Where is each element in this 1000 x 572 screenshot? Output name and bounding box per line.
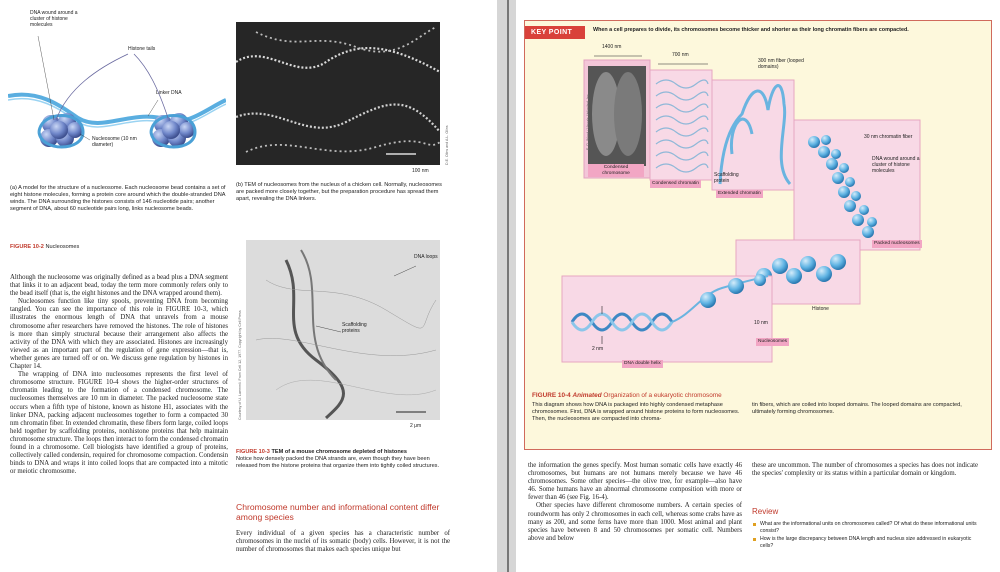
page-gutter [497,0,516,572]
figure-10-4-number: FIGURE 10-4 [532,392,571,399]
tem-credit: D.E. Olins and A.L. Olins [445,125,449,165]
animated-tag: Animated [572,392,602,399]
figure-10-3-number: FIGURE 10-3 [236,449,270,455]
review-heading: Review [752,507,779,516]
figure-10-2-title: Nucleosomes [45,244,80,250]
label-dna-wound: DNA wound around a cluster of histone molecules [30,10,78,28]
label-30nm-fiber: 30 nm chromatin fiber [864,134,913,140]
section-text: Every individual of a given species has a characteristic number of chromosomes in the nuclei of its somatic (body) cells. However, it is not the number of chromosomes that makes each species unique but [236,530,450,554]
body-paragraph: the information the genes specify. Most human somatic cells have exactly 46 chromosomes, but humans are not humans merely because we have 46 chromosomes. Some other species—the olive tree, for example—also have 46. Some humans have an abnormal chromosome composition with more or fewer than 46 (see Fig. 16-4). [528,462,742,502]
label-nucleosome: Nucleosome (10 nm diameter) [92,136,137,148]
label-condensed-chromosome: Condensed chromosome [588,164,644,177]
body-paragraph: Other species have different chromosome numbers. A certain species of roundworm has only 2 chromosomes in each cell, whereas some crabs have as many as 200, and some ferns have more than 1000. Most animal and plant species have between 8 and 50 chromosomes per somatic cell. Numbers above and below [528,502,742,542]
label-10nm: 10 nm [754,320,768,326]
figure-10-3-text: Notice how densely packed the DNA strands are, even though they have been released from the histone proteins that organize them into tightly coiled structures. [236,456,440,469]
section-heading: Chromosome number and informational content differ among species [236,502,440,522]
left-page [0,0,497,572]
label-dna-double-helix: DNA double helix [624,361,661,366]
figure-10-4-caption-col1: This diagram shows how DNA is packaged into highly condensed metaphase chromosomes. First, DNA is wrapped around histone proteins to form nucleosomes. Then, the nucleosomes are compacted into chroma- [532,402,740,422]
chromosome-tem-credit: Courtesy of U. Laemmli. From Cell 12, 1977. Copyright by Cell Press [238,310,242,420]
right-body-col1 [528,462,742,543]
key-point-tag: KEY POINT [525,26,585,39]
label-linker-dna: Linker DNA [156,90,182,96]
left-body-text [10,274,228,476]
review-list [752,521,978,549]
figure-10-4-name: Organization of a eukaryotic chromosome [603,392,722,399]
label-condensed-chromatin: Condensed chromatin [652,181,699,186]
tem-scale: 100 nm [412,168,429,174]
label-dna-wound: DNA wound around a cluster of histone molecules [872,156,920,174]
body-paragraph: Although the nucleosome was originally defined as a bead plus a DNA segment that links it to an adjacent bead, today the term more commonly refers only to the bead itself (that is, the eight histones and the DNA wrapped around them). [10,274,228,298]
label-histone: Histone [812,306,829,312]
label-nucleosomes: Nucleosomes [758,339,788,344]
figure-10-3-caption [236,449,450,470]
key-point-text: When a cell prepares to divide, its chromosomes become thicker and shorter as their long chromatin fibers are compacted. [593,27,909,33]
label-histone-tails: Histone tails [128,46,156,52]
right-page [516,0,1000,572]
label-300nm-fiber: 300 nm fiber (looped domains) [758,58,804,70]
review-question: What are the informational units on chromosomes called? Of what do these informational units consist? [752,521,978,534]
figure-10-4-title [532,392,982,399]
label-2nm: 2 nm [592,346,604,352]
label-dna-loops: DNA loops [414,254,438,260]
chromosome-organization-diagram [532,44,984,374]
body-paragraph: The wrapping of DNA into nucleosomes represents the first level of chromosome structure. FIGURE 10-4 shows the higher-order structures of chromatin leading to the formation of a condensed chromosome. The nucleosomes themselves are 10 nm in diameter. The packed nucleosome state occurs when a fifth type of histone, known as histone H1, associates with the linker DNA, packing adjacent nucleosomes together to form a compacted 30 nm chromatin fiber. In extended chromatin, these fibers form large, coiled loops held together by scaffolding proteins, nonhistone proteins that help maintain chromosome structure. The loops then interact to form the condensed chromatin found in a chromosome. Cell biologists have identified a group of proteins, collectively called condensin, required for chromosome compaction. Condensin binds to DNA and wraps it into coiled loops that are compacted into a mitotic or meiotic chromosome. [10,371,228,476]
figure-10-2-caption [10,244,79,251]
nucleosome-model-illustration [8,8,226,180]
figure-10-4-caption-col2: tin fibers, which are coiled into looped domains. The looped domains are compacted, ultimately forming chromosomes. [752,402,962,415]
figure-10-2-number: FIGURE 10-2 [10,244,44,250]
figure-b-caption: (b) TEM of nucleosomes from the nucleus of a chicken cell. Normally, nucleosomes are packed more closely together, but the preparation procedure has spread them apart, revealing the DNA linkers. [236,182,442,202]
chromosome-tem-scale: 2 μm [410,423,422,429]
chromosome-photo-credit: E. D. Wood / Visuals Unlimited, Inc. [586,93,590,150]
chromosome-tem-photo [246,240,440,420]
right-body-col2: these are uncommon. The number of chromosomes a species has does not indicate the species' complexity or its status within a particular domain or kingdom. [752,462,978,478]
label-1400nm: 1400 nm [602,44,622,50]
label-packed-nucleosomes: Packed nucleosomes [874,241,920,246]
label-extended-chromatin: Extended chromatin [718,191,761,196]
body-paragraph: Nucleosomes function like tiny spools, preventing DNA from becoming tangled. You can see the importance of this role in FIGURE 10-3, which illustrates the enormous length of DNA that unravels from a mouse chromosome after researchers have removed the histones. The role of histones is more than simply structural because their arrangement also affects the activity of the DNA with which they are associated. Histones are increasingly viewed as an important part of the regulation of gene expression—that is, whether genes are turned off or on. We discuss gene regulation by histones in Chapter 14. [10,298,228,371]
label-700nm: 700 nm [672,52,689,58]
figure-a-caption: (a) A model for the structure of a nucleosome. Each nucleosome bead contains a set of eight histone molecules, forming a protein core around which the double-stranded DNA winds. The DNA surrounding the histones consists of 146 nucleotide pairs; another segment of DNA, about 60 nucleotide pairs long, links nucleosome beads. [10,185,226,212]
review-question: How is the large discrepancy between DNA length and nucleus size addressed in eukaryotic cells? [752,536,978,549]
label-scaffolding-proteins: Scaffolding proteins [342,322,367,334]
label-scaffolding-protein: Scaffolding protein [714,172,739,184]
figure-10-3-lead: TEM of a mouse chromosome depleted of histones [271,449,407,455]
tem-nucleosomes-photo [236,22,440,165]
